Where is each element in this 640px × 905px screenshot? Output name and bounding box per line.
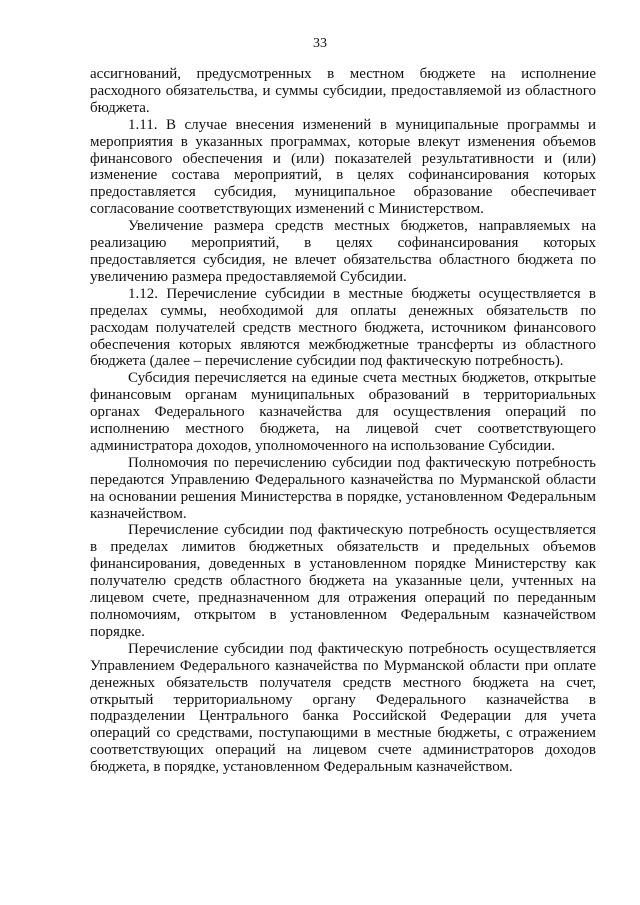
paragraph-continuation: ассигнований, предусмотренных в местном бюджете на исполнение расходного обязательства, и суммы субсидии, предоставляемой из областного бюджета. bbox=[90, 66, 596, 116]
paragraph-1-12: 1.12. Перечисление субсидии в местные бюджеты осуществляется в пределах суммы, необходимой для оплаты денежных обязательств по расходам получателей средств местного бюджета, источником финансового обеспечения которых являются межбюджетные трансферты из областного бюджета (далее – перечисление субсидии под фактическую потребность). bbox=[90, 285, 596, 370]
paragraph-1-11: 1.11. В случае внесения изменений в муниципальные программы и мероприятия в указанных программах, которые влекут изменения объемов финансового обеспечения и (или) показателей результативности и (или) изменение состава мероприятий, в целях софинансирования которых предоставляется субсидия, муниципальное образование обеспечивает согласование соответствующих изменений с Министерством. bbox=[90, 116, 596, 218]
paragraph-powers-transfer: Полномочия по перечислению субсидии под фактическую потребность передаются Управлению Федерального казначейства по Мурманской области на основании решения Министерства в порядке, установленном Федеральным казначейством. bbox=[90, 454, 596, 522]
paragraph-single-accounts: Субсидия перечисляется на единые счета местных бюджетов, открытые финансовым органам муниципальных образований в территориальных органах Федерального казначейства для осуществления операций по исполнению местного бюджета, на лицевой счет соответствующего администратора доходов, уполномоченного на использование Субсидии. bbox=[90, 370, 596, 454]
page-number: 33 bbox=[313, 36, 327, 51]
paragraph-budget-increase: Увеличение размера средств местных бюджетов, направляемых на реализацию мероприятий, в целях софинансирования которых предоставляется субсидия, не влечет обязательства областного бюджета по увеличению размера предоставляемой Субсидии. bbox=[90, 218, 596, 285]
document-body bbox=[90, 66, 596, 776]
paragraph-limits: Перечисление субсидии под фактическую потребность осуществляется в пределах лимитов бюджетных обязательств и предельных объемов финансирования, доведенных в установленном порядке Министерству как получателю средств областного бюджета на указанные цели, учтенных на лицевом счете, предназначенном для отражения операций по переданным полномочиям, открытом в установленном Федеральным казначейством порядке. bbox=[90, 522, 596, 640]
paragraph-treasury-payment: Перечисление субсидии под фактическую потребность осуществляется Управлением Федерального казначейства по Мурманской области при оплате денежных обязательств получателя средств местного бюджета на счет, открытый территориальному органу Федерального казначейства в подразделении Центрального банка Российской Федерации для учета операций со средствами, поступающими в местные бюджеты, с отражением соответствующих операций на лицевом счете администраторов доходов бюджета, в порядке, установленном Федеральным казначейством. bbox=[90, 640, 596, 776]
